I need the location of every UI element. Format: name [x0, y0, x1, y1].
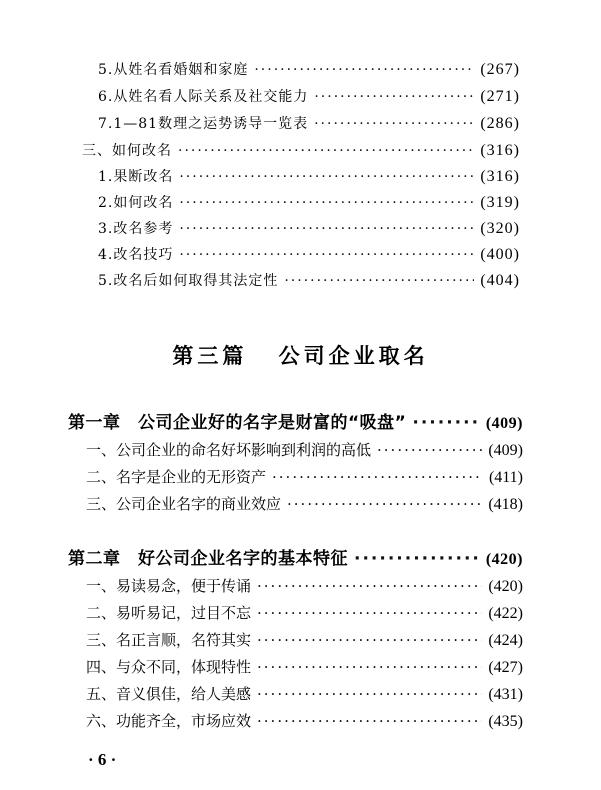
chapter-page: (409) [485, 415, 523, 432]
toc-section-page: (316) [480, 142, 520, 159]
leader-dots [377, 437, 482, 463]
chapter-title: 第一章 公司企业好的名字是财富的“吸盘” [68, 413, 407, 433]
toc-section-label: 六、功能齐全，市场应效 [86, 712, 252, 730]
toc-section [82, 138, 520, 164]
toc-entry-page: (320) [480, 220, 520, 237]
toc-section-page: (420) [488, 578, 523, 595]
leader-dots [257, 600, 482, 626]
toc-entry [98, 216, 520, 242]
toc-section [86, 627, 523, 653]
toc-section [86, 464, 523, 490]
toc-entry-page: (316) [480, 168, 520, 185]
part-label: 第三篇 [172, 344, 248, 368]
toc-section-page: (411) [488, 469, 523, 486]
chapter-heading [68, 410, 523, 436]
toc-section-label: 二、名字是企业的无形资产 [86, 468, 267, 486]
leader-dots [257, 627, 482, 653]
leader-dots [272, 464, 483, 490]
toc-entry [98, 111, 520, 137]
toc-section-page: (427) [488, 659, 523, 676]
leader-dots [178, 138, 474, 164]
toc-entry-label: 5.从姓名看婚姻和家庭 [98, 62, 249, 78]
part-title [0, 340, 601, 370]
toc-section-label: 二、易听易记，过目不忘 [86, 604, 252, 622]
chapter-title: 第二章 好公司企业名字的基本特征 [68, 549, 348, 569]
toc-entry [98, 268, 520, 294]
toc-section [86, 600, 523, 626]
leader-dots [314, 84, 474, 110]
toc-section-page: (422) [488, 605, 523, 622]
toc-section-page: (409) [488, 442, 523, 459]
toc-section-label: 一、易读易念，便于传诵 [86, 577, 252, 595]
toc-entry-label: 2.如何改名 [98, 195, 174, 211]
toc-section-page: (431) [488, 686, 523, 703]
leader-dots [179, 164, 474, 190]
toc-section-page: (418) [488, 496, 523, 513]
toc-entry-page: (319) [480, 194, 520, 211]
toc-entry [98, 190, 520, 216]
leader-dots [254, 57, 474, 83]
toc-entry-label: 5.改名后如何取得其法定性 [98, 273, 279, 289]
toc-entry-page: (286) [480, 115, 520, 132]
toc-entry-page: (404) [480, 272, 520, 289]
leader-dots [314, 111, 474, 137]
leader-dots [179, 190, 474, 216]
toc-entry [98, 84, 520, 110]
leader-dots [257, 654, 482, 680]
toc-entry-label: 4.改名技巧 [98, 247, 174, 263]
toc-section [86, 654, 523, 680]
toc-entry-page: (400) [480, 246, 520, 263]
toc-section [86, 708, 523, 734]
leader-dots [287, 491, 482, 517]
toc-section-page: (435) [488, 713, 523, 730]
toc-section [86, 491, 523, 517]
leader-dots [257, 681, 482, 707]
leader-dots [257, 573, 482, 599]
toc-entry [98, 57, 520, 83]
toc-entry [98, 164, 520, 190]
toc-section [86, 681, 523, 707]
toc-entry [98, 242, 520, 268]
page-number: · 6 · [88, 750, 117, 769]
toc-entry-label: 3.改名参考 [98, 221, 174, 237]
chapter-heading [68, 546, 523, 572]
part-name: 公司企业取名 [278, 344, 429, 368]
toc-entry-label: 7.1—81数理之运势诱导一览表 [98, 116, 309, 132]
toc-section [86, 573, 523, 599]
chapter-page: (420) [485, 551, 523, 568]
toc-section-label: 三、如何改名 [82, 143, 172, 159]
toc-entry-label: 1.果断改名 [98, 169, 174, 185]
toc-section-label: 四、与众不同，体现特性 [86, 658, 252, 676]
leader-dots [179, 216, 474, 242]
toc-section-label: 三、名正言顺，名符其实 [86, 631, 252, 649]
toc-entry-label: 6.从姓名看人际关系及社交能力 [98, 89, 309, 105]
leader-dots [257, 708, 482, 734]
leader-dots [354, 546, 480, 572]
toc-entry-page: (271) [480, 88, 520, 105]
toc-section [86, 437, 523, 463]
leader-dots [284, 268, 474, 294]
toc-section-label: 五、音义俱佳，给人美感 [86, 685, 252, 703]
leader-dots [412, 410, 479, 436]
toc-section-page: (424) [488, 632, 523, 649]
toc-section-label: 三、公司企业名字的商业效应 [86, 495, 282, 513]
toc-section-label: 一、公司企业的命名好坏影响到利润的高低 [86, 441, 372, 459]
leader-dots [179, 242, 474, 268]
toc-entry-page: (267) [480, 61, 520, 78]
